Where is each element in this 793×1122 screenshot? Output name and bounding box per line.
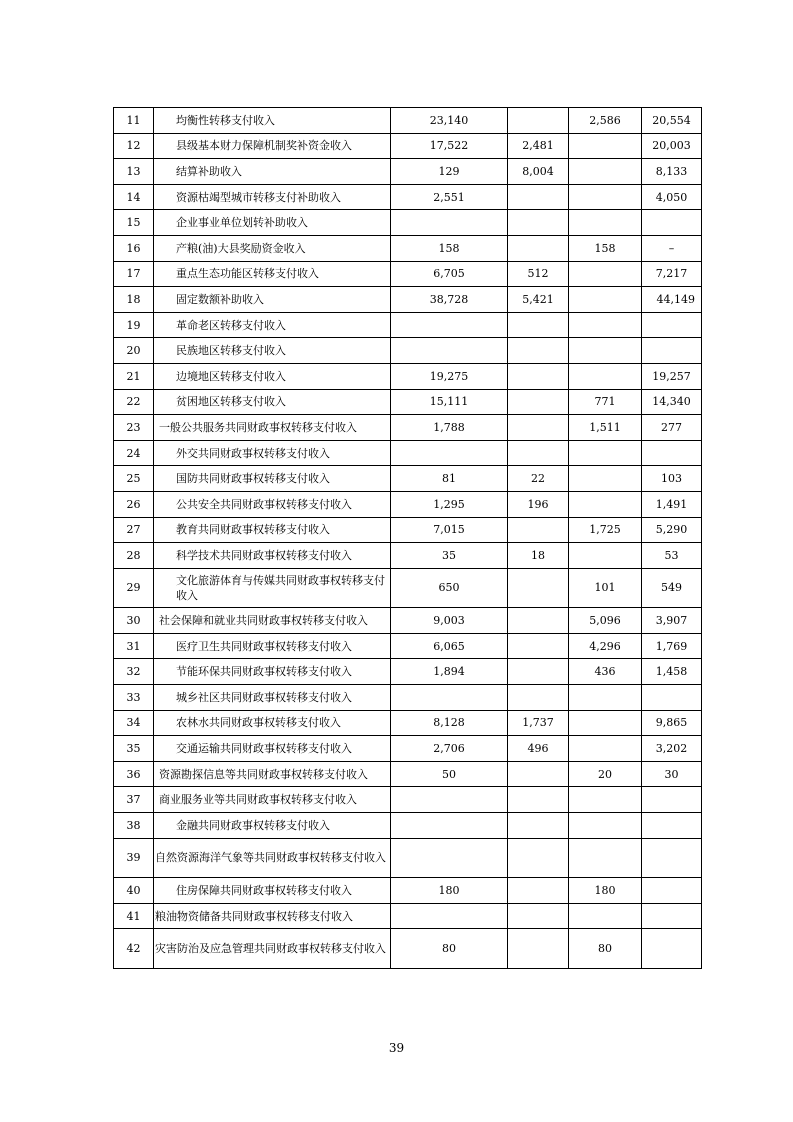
- row-number-cell: 32: [114, 659, 154, 685]
- value-cell-col3: 1,511: [569, 415, 642, 441]
- table-row: [114, 633, 702, 659]
- value-cell-col3: [569, 338, 642, 364]
- value-cell-col1: 1,295: [391, 491, 508, 517]
- row-number-cell: 22: [114, 389, 154, 415]
- table-row: [114, 929, 702, 969]
- item-name-cell: 交通运输共同财政事权转移支付收入: [154, 736, 391, 762]
- value-cell-col2: [508, 608, 569, 634]
- value-cell-col2: [508, 659, 569, 685]
- value-cell-col1: 50: [391, 761, 508, 787]
- value-cell-col4: [642, 838, 702, 878]
- value-cell-col4: 53: [642, 543, 702, 569]
- table-row: [114, 878, 702, 904]
- value-cell-col2: [508, 838, 569, 878]
- value-cell-col3: [569, 903, 642, 929]
- item-name-cell: 均衡性转移支付收入: [154, 108, 391, 134]
- value-cell-col2: [508, 633, 569, 659]
- table-row: [114, 736, 702, 762]
- value-cell-col4: –: [642, 235, 702, 261]
- value-cell-col3: [569, 543, 642, 569]
- value-cell-col4: [642, 685, 702, 711]
- item-name-cell: 文化旅游体育与传媒共同财政事权转移支付收入: [154, 568, 391, 608]
- value-cell-col1: 1,894: [391, 659, 508, 685]
- row-number-cell: 36: [114, 761, 154, 787]
- value-cell-col1: [391, 838, 508, 878]
- value-cell-col1: [391, 685, 508, 711]
- value-cell-col3: 101: [569, 568, 642, 608]
- value-cell-col3: 5,096: [569, 608, 642, 634]
- table-row: [114, 903, 702, 929]
- value-cell-col3: 4,296: [569, 633, 642, 659]
- item-name-cell: 结算补助收入: [154, 159, 391, 185]
- value-cell-col3: [569, 312, 642, 338]
- item-name-cell: 贫困地区转移支付收入: [154, 389, 391, 415]
- item-name-cell: 民族地区转移支付收入: [154, 338, 391, 364]
- item-name-cell: 医疗卫生共同财政事权转移支付收入: [154, 633, 391, 659]
- value-cell-col4: 8,133: [642, 159, 702, 185]
- value-cell-col2: 196: [508, 491, 569, 517]
- table-row: [114, 389, 702, 415]
- item-name-cell: 革命老区转移支付收入: [154, 312, 391, 338]
- item-name-cell: 公共安全共同财政事权转移支付收入: [154, 491, 391, 517]
- value-cell-col3: 80: [569, 929, 642, 969]
- value-cell-col3: [569, 787, 642, 813]
- row-number-cell: 33: [114, 685, 154, 711]
- value-cell-col3: [569, 159, 642, 185]
- value-cell-col2: [508, 338, 569, 364]
- table-row: [114, 710, 702, 736]
- row-number-cell: 23: [114, 415, 154, 441]
- table-row: [114, 363, 702, 389]
- row-number-cell: 39: [114, 838, 154, 878]
- value-cell-col2: 22: [508, 466, 569, 492]
- row-number-cell: 25: [114, 466, 154, 492]
- value-cell-col4: [642, 929, 702, 969]
- value-cell-col4: 1,491: [642, 491, 702, 517]
- value-cell-col4: 3,907: [642, 608, 702, 634]
- value-cell-col4: 14,340: [642, 389, 702, 415]
- item-name-cell: 自然资源海洋气象等共同财政事权转移支付收入: [154, 838, 391, 878]
- value-cell-col2: 2,481: [508, 133, 569, 159]
- value-cell-col4: [642, 210, 702, 236]
- row-number-cell: 41: [114, 903, 154, 929]
- value-cell-col3: 436: [569, 659, 642, 685]
- row-number-cell: 28: [114, 543, 154, 569]
- value-cell-col4: 7,217: [642, 261, 702, 287]
- value-cell-col1: 2,551: [391, 184, 508, 210]
- item-name-cell: 社会保障和就业共同财政事权转移支付收入: [154, 608, 391, 634]
- value-cell-col3: [569, 710, 642, 736]
- value-cell-col4: 19,257: [642, 363, 702, 389]
- value-cell-col4: [642, 903, 702, 929]
- value-cell-col1: 1,788: [391, 415, 508, 441]
- value-cell-col1: 17,522: [391, 133, 508, 159]
- value-cell-col1: [391, 440, 508, 466]
- table-row: [114, 608, 702, 634]
- item-name-cell: 商业服务业等共同财政事权转移支付收入: [154, 787, 391, 813]
- value-cell-col2: [508, 929, 569, 969]
- row-number-cell: 24: [114, 440, 154, 466]
- row-number-cell: 34: [114, 710, 154, 736]
- row-number-cell: 12: [114, 133, 154, 159]
- row-number-cell: 40: [114, 878, 154, 904]
- value-cell-col2: [508, 813, 569, 839]
- value-cell-col1: 35: [391, 543, 508, 569]
- value-cell-col3: 771: [569, 389, 642, 415]
- item-name-cell: 外交共同财政事权转移支付收入: [154, 440, 391, 466]
- item-name-cell: 节能环保共同财政事权转移支付收入: [154, 659, 391, 685]
- value-cell-col1: 80: [391, 929, 508, 969]
- value-cell-col1: [391, 903, 508, 929]
- value-cell-col3: [569, 363, 642, 389]
- value-cell-col4: 277: [642, 415, 702, 441]
- value-cell-col1: 81: [391, 466, 508, 492]
- row-number-cell: 11: [114, 108, 154, 134]
- item-name-cell: 住房保障共同财政事权转移支付收入: [154, 878, 391, 904]
- row-number-cell: 15: [114, 210, 154, 236]
- value-cell-col1: [391, 787, 508, 813]
- row-number-cell: 17: [114, 261, 154, 287]
- item-name-cell: 企业事业单位划转补助收入: [154, 210, 391, 236]
- value-cell-col4: 5,290: [642, 517, 702, 543]
- value-cell-col2: [508, 235, 569, 261]
- value-cell-col4: [642, 312, 702, 338]
- row-number-cell: 38: [114, 813, 154, 839]
- item-name-cell: 灾害防治及应急管理共同财政事权转移支付收入: [154, 929, 391, 969]
- item-name-cell: 资源勘探信息等共同财政事权转移支付收入: [154, 761, 391, 787]
- row-number-cell: 19: [114, 312, 154, 338]
- row-number-cell: 42: [114, 929, 154, 969]
- row-number-cell: 21: [114, 363, 154, 389]
- value-cell-col2: [508, 568, 569, 608]
- item-name-cell: 城乡社区共同财政事权转移支付收入: [154, 685, 391, 711]
- value-cell-col2: 5,421: [508, 287, 569, 313]
- table-row: [114, 312, 702, 338]
- value-cell-col1: 19,275: [391, 363, 508, 389]
- value-cell-col2: [508, 210, 569, 236]
- value-cell-col3: [569, 287, 642, 313]
- value-cell-col2: [508, 389, 569, 415]
- value-cell-col3: 20: [569, 761, 642, 787]
- item-name-cell: 县级基本财力保障机制奖补资金收入: [154, 133, 391, 159]
- value-cell-col1: 129: [391, 159, 508, 185]
- item-name-cell: 资源枯竭型城市转移支付补助收入: [154, 184, 391, 210]
- table-row: [114, 685, 702, 711]
- row-number-cell: 30: [114, 608, 154, 634]
- value-cell-col2: 8,004: [508, 159, 569, 185]
- value-cell-col2: [508, 685, 569, 711]
- value-cell-col2: 496: [508, 736, 569, 762]
- value-cell-col3: [569, 261, 642, 287]
- item-name-cell: 产粮(油)大县奖励资金收入: [154, 235, 391, 261]
- table-row: [114, 787, 702, 813]
- row-number-cell: 20: [114, 338, 154, 364]
- value-cell-col4: 30: [642, 761, 702, 787]
- value-cell-col4: 3,202: [642, 736, 702, 762]
- value-cell-col1: [391, 210, 508, 236]
- value-cell-col3: [569, 813, 642, 839]
- row-number-cell: 37: [114, 787, 154, 813]
- row-number-cell: 27: [114, 517, 154, 543]
- row-number-cell: 13: [114, 159, 154, 185]
- table-row: [114, 838, 702, 878]
- item-name-cell: 科学技术共同财政事权转移支付收入: [154, 543, 391, 569]
- value-cell-col2: [508, 440, 569, 466]
- value-cell-col4: 20,003: [642, 133, 702, 159]
- row-number-cell: 16: [114, 235, 154, 261]
- value-cell-col1: 6,065: [391, 633, 508, 659]
- value-cell-col1: 15,111: [391, 389, 508, 415]
- item-name-cell: 国防共同财政事权转移支付收入: [154, 466, 391, 492]
- value-cell-col2: [508, 184, 569, 210]
- value-cell-col2: [508, 363, 569, 389]
- value-cell-col1: [391, 813, 508, 839]
- row-number-cell: 26: [114, 491, 154, 517]
- table-row: [114, 261, 702, 287]
- value-cell-col4: 20,554: [642, 108, 702, 134]
- value-cell-col1: 158: [391, 235, 508, 261]
- value-cell-col2: 512: [508, 261, 569, 287]
- row-number-cell: 14: [114, 184, 154, 210]
- value-cell-col2: [508, 761, 569, 787]
- table-row: [114, 108, 702, 134]
- value-cell-col1: 650: [391, 568, 508, 608]
- value-cell-col1: 7,015: [391, 517, 508, 543]
- item-name-cell: 一般公共服务共同财政事权转移支付收入: [154, 415, 391, 441]
- value-cell-col3: 2,586: [569, 108, 642, 134]
- value-cell-col3: [569, 685, 642, 711]
- value-cell-col4: [642, 878, 702, 904]
- row-number-cell: 29: [114, 568, 154, 608]
- table-row: [114, 659, 702, 685]
- value-cell-col2: [508, 415, 569, 441]
- value-cell-col2: [508, 878, 569, 904]
- value-cell-col4: 549: [642, 568, 702, 608]
- value-cell-col4: [642, 787, 702, 813]
- value-cell-col3: 1,725: [569, 517, 642, 543]
- value-cell-col3: [569, 466, 642, 492]
- value-cell-col2: [508, 787, 569, 813]
- value-cell-col4: 1,458: [642, 659, 702, 685]
- value-cell-col4: [642, 440, 702, 466]
- value-cell-col4: 103: [642, 466, 702, 492]
- item-name-cell: 粮油物资储备共同财政事权转移支付收入: [154, 903, 391, 929]
- value-cell-col4: 1,769: [642, 633, 702, 659]
- value-cell-col3: [569, 736, 642, 762]
- value-cell-col1: 23,140: [391, 108, 508, 134]
- item-name-cell: 教育共同财政事权转移支付收入: [154, 517, 391, 543]
- table-row: [114, 210, 702, 236]
- value-cell-col1: 38,728: [391, 287, 508, 313]
- value-cell-col1: [391, 312, 508, 338]
- value-cell-col2: 18: [508, 543, 569, 569]
- value-cell-col4: 4,050: [642, 184, 702, 210]
- value-cell-col2: [508, 517, 569, 543]
- value-cell-col1: 9,003: [391, 608, 508, 634]
- value-cell-col3: [569, 491, 642, 517]
- table-row: [114, 133, 702, 159]
- table-row: [114, 159, 702, 185]
- item-name-cell: 农林水共同财政事权转移支付收入: [154, 710, 391, 736]
- table-row: [114, 235, 702, 261]
- item-name-cell: 重点生态功能区转移支付收入: [154, 261, 391, 287]
- table-row: [114, 491, 702, 517]
- row-number-cell: 31: [114, 633, 154, 659]
- transfer-income-table: [113, 107, 702, 969]
- value-cell-col4: 9,865: [642, 710, 702, 736]
- value-cell-col4: 44,149: [642, 287, 702, 313]
- value-cell-col4: [642, 813, 702, 839]
- value-cell-col2: [508, 108, 569, 134]
- table-row: [114, 568, 702, 608]
- page-number: 39: [388, 1041, 405, 1055]
- value-cell-col2: 1,737: [508, 710, 569, 736]
- value-cell-col3: [569, 440, 642, 466]
- table-row: [114, 338, 702, 364]
- table-row: [114, 517, 702, 543]
- value-cell-col1: 180: [391, 878, 508, 904]
- value-cell-col2: [508, 312, 569, 338]
- table-row: [114, 287, 702, 313]
- value-cell-col4: [642, 338, 702, 364]
- value-cell-col3: 158: [569, 235, 642, 261]
- table-row: [114, 440, 702, 466]
- table-row: [114, 813, 702, 839]
- value-cell-col1: 6,705: [391, 261, 508, 287]
- table-row: [114, 184, 702, 210]
- value-cell-col3: [569, 838, 642, 878]
- value-cell-col1: 8,128: [391, 710, 508, 736]
- value-cell-col3: [569, 133, 642, 159]
- table-row: [114, 761, 702, 787]
- value-cell-col3: [569, 210, 642, 236]
- table-row: [114, 466, 702, 492]
- value-cell-col3: 180: [569, 878, 642, 904]
- value-cell-col3: [569, 184, 642, 210]
- table-row: [114, 543, 702, 569]
- value-cell-col1: 2,706: [391, 736, 508, 762]
- value-cell-col2: [508, 903, 569, 929]
- row-number-cell: 18: [114, 287, 154, 313]
- row-number-cell: 35: [114, 736, 154, 762]
- table-row: [114, 415, 702, 441]
- value-cell-col1: [391, 338, 508, 364]
- item-name-cell: 边境地区转移支付收入: [154, 363, 391, 389]
- item-name-cell: 金融共同财政事权转移支付收入: [154, 813, 391, 839]
- item-name-cell: 固定数额补助收入: [154, 287, 391, 313]
